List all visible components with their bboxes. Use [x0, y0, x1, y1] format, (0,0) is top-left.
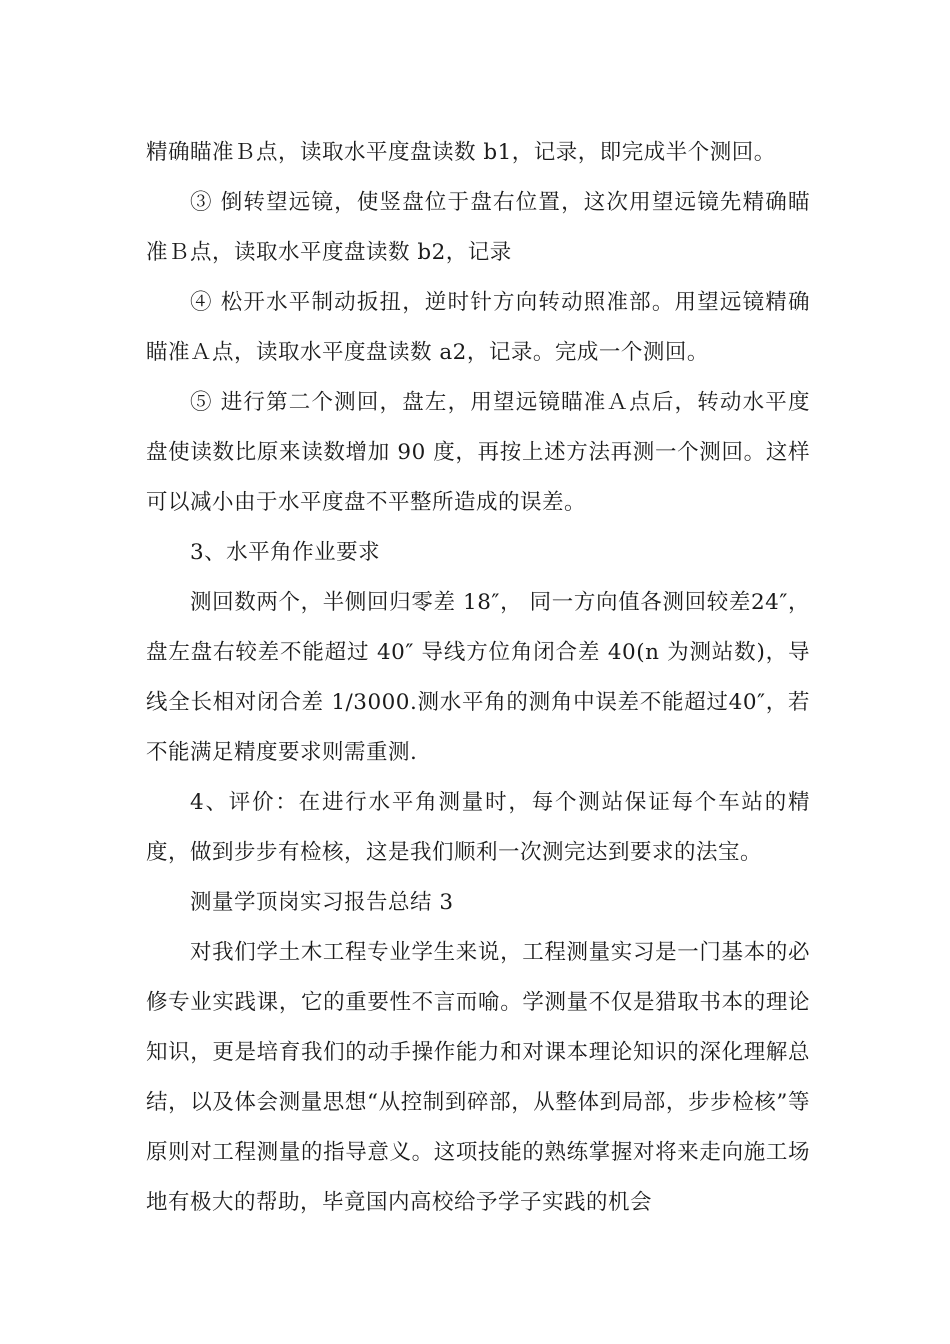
paragraph-summary: 对我们学土木工程专业学生来说，工程测量实习是一门基本的必修专业实践课，它的重要性不言而喻。学测量不仅是猎取书本的理论知识，更是培育我们的动手操作能力和对课本理论知识的深化理解总结，以及体会测量思想“从控制到碎部，从整体到局部，步步检核”等原则对工程测量的指导意义。这项技能的熟练掌握对将来走向施工场地有极大的帮助，毕竟国内高校给予学子实践的机会	[146, 940, 810, 1215]
paragraph-2: ③ 倒转望远镜，使竖盘位于盘右位置，这次用望远镜先精确瞄准Ｂ点，读取水平度盘读数 b2，记录	[146, 190, 810, 265]
paragraph-1: 精确瞄准Ｂ点，读取水平度盘读数 b1，记录，即完成半个测回。	[146, 140, 776, 165]
paragraph-requirements: 测回数两个，半侧回归零差 18″， 同一方向值各测回较差24″， 盘左盘右较差不能超过 40″ 导线方位角闭合差 40(n 为测站数)，导线全长相对闭合差 1/3000.测水平角的测角中误差不能超过40″，若不能满足精度要求则需重测.	[146, 590, 810, 765]
paragraph-4: ⑤ 进行第二个测回，盘左，用望远镜瞄准Ａ点后，转动水平度盘使读数比原来读数增加 90 度，再按上述方法再测一个测回。这样可以减小由于水平度盘不平整所造成的误差。	[146, 390, 810, 515]
paragraph-3: ④ 松开水平制动扳扭，逆时针方向转动照准部。用望远镜精确瞄准Ａ点，读取水平度盘读数 a2，记录。完成一个测回。	[146, 290, 810, 365]
document-body	[146, 128, 810, 1228]
report-title-3: 测量学顶岗实习报告总结 3	[190, 890, 454, 915]
section-heading-4-evaluation: 4、评价：在进行水平角测量时，每个测站保证每个车站的精度，做到步步有检核，这是我们顺利一次测完达到要求的法宝。	[146, 790, 810, 865]
section-heading-3: 3、水平角作业要求	[190, 540, 381, 565]
